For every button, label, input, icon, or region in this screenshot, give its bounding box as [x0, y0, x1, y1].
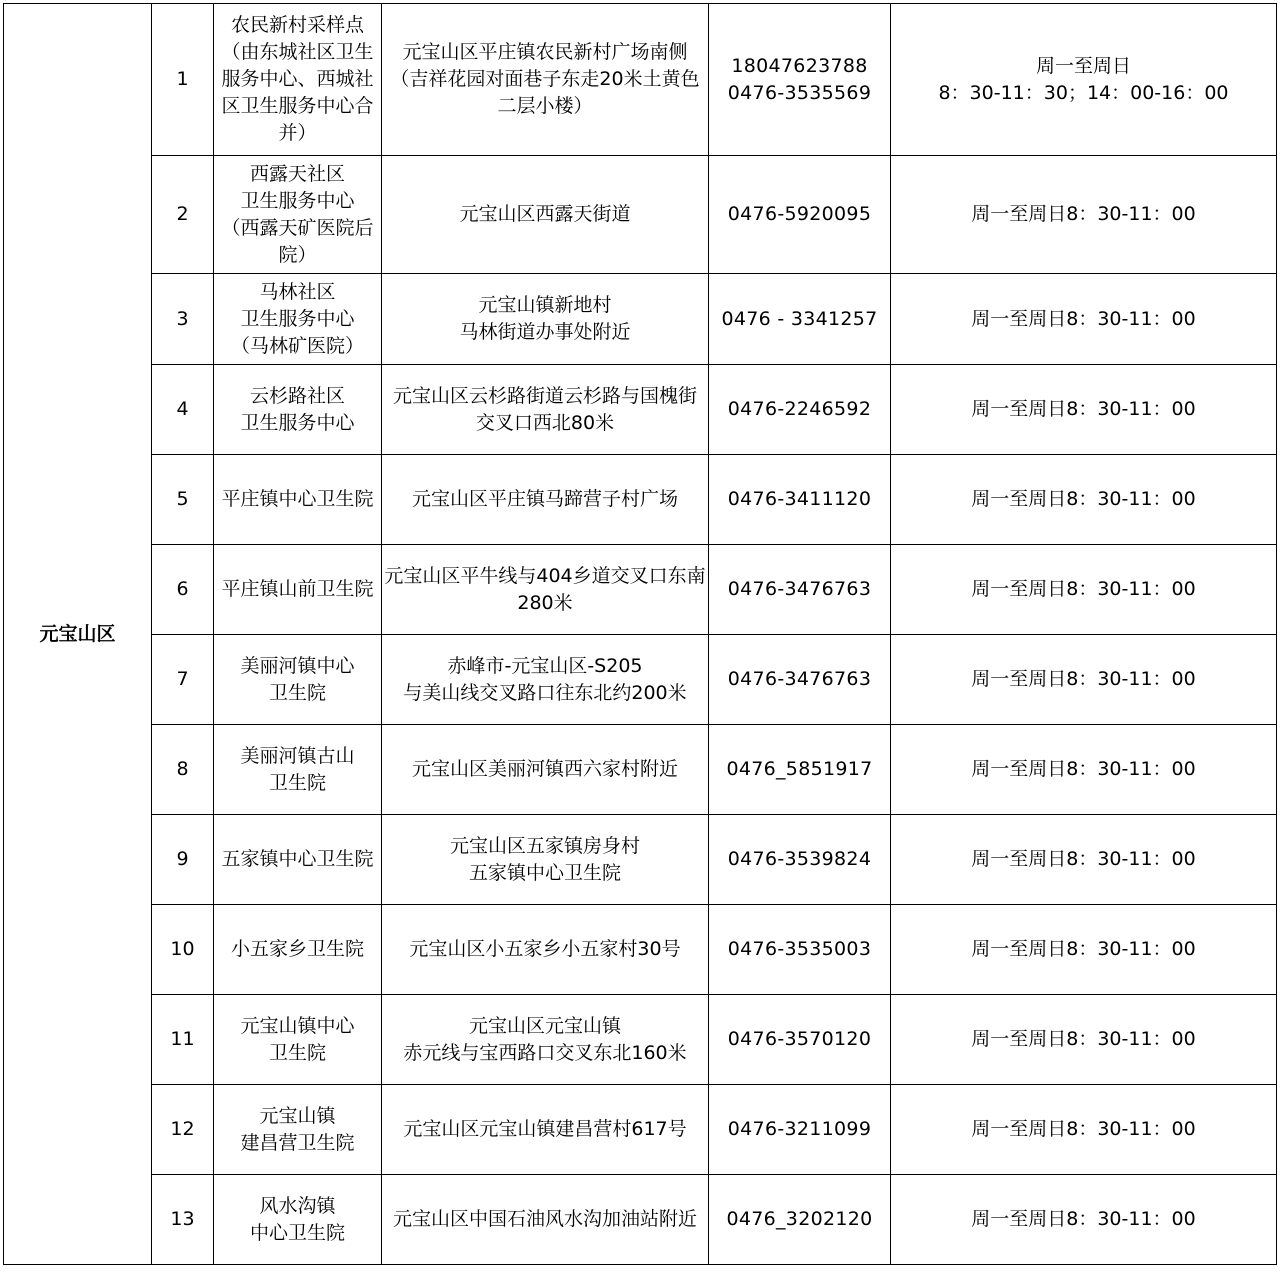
site-address: 元宝山镇新地村 马林街道办事处附近 [382, 274, 709, 365]
site-phone: 0476-3535003 [709, 905, 891, 995]
site-hours: 周一至周日8：30-11：00 [891, 815, 1277, 905]
row-number: 7 [152, 635, 214, 725]
site-name: 元宝山镇 建昌营卫生院 [214, 1085, 382, 1175]
row-number: 2 [152, 156, 214, 274]
row-number: 11 [152, 995, 214, 1085]
site-phone: 0476_5851917 [709, 725, 891, 815]
table-row [4, 815, 1277, 905]
table-body [4, 4, 1277, 1265]
site-phone: 0476-3211099 [709, 1085, 891, 1175]
site-phone: 0476-2246592 [709, 365, 891, 455]
site-hours: 周一至周日8：30-11：00 [891, 905, 1277, 995]
site-name: 美丽河镇中心 卫生院 [214, 635, 382, 725]
table-row [4, 905, 1277, 995]
site-address: 元宝山区中国石油风水沟加油站附近 [382, 1175, 709, 1265]
row-number: 6 [152, 545, 214, 635]
site-address: 元宝山区美丽河镇西六家村附近 [382, 725, 709, 815]
site-phone: 0476-5920095 [709, 156, 891, 274]
site-hours: 周一至周日8：30-11：00 [891, 1175, 1277, 1265]
row-number: 4 [152, 365, 214, 455]
sampling-sites-table [3, 3, 1277, 1265]
site-address: 元宝山区小五家乡小五家村30号 [382, 905, 709, 995]
site-name: 马林社区 卫生服务中心 （马林矿医院） [214, 274, 382, 365]
site-name: 平庄镇山前卫生院 [214, 545, 382, 635]
site-phone: 0476-3476763 [709, 635, 891, 725]
site-phone: 0476-3411120 [709, 455, 891, 545]
table-row [4, 995, 1277, 1085]
site-hours: 周一至周日8：30-11：00 [891, 995, 1277, 1085]
site-name: 西露天社区 卫生服务中心 （西露天矿医院后院） [214, 156, 382, 274]
table-row [4, 1175, 1277, 1265]
site-address: 元宝山区平庄镇马蹄营子村广场 [382, 455, 709, 545]
site-hours: 周一至周日8：30-11：00 [891, 274, 1277, 365]
table-row [4, 156, 1277, 274]
row-number: 13 [152, 1175, 214, 1265]
table-row [4, 455, 1277, 545]
table-row [4, 545, 1277, 635]
site-name: 小五家乡卫生院 [214, 905, 382, 995]
row-number: 10 [152, 905, 214, 995]
site-phone: 18047623788 0476-3535569 [709, 4, 891, 156]
row-number: 8 [152, 725, 214, 815]
site-hours: 周一至周日8：30-11：00 [891, 455, 1277, 545]
site-hours: 周一至周日8：30-11：00 [891, 545, 1277, 635]
site-name: 农民新村采样点 （由东城社区卫生服务中心、西城社区卫生服务中心合并） [214, 4, 382, 156]
site-hours: 周一至周日8：30-11：00 [891, 156, 1277, 274]
site-name: 元宝山镇中心 卫生院 [214, 995, 382, 1085]
site-name: 五家镇中心卫生院 [214, 815, 382, 905]
site-address: 赤峰市-元宝山区-S205 与美山线交叉路口往东北约200米 [382, 635, 709, 725]
row-number: 3 [152, 274, 214, 365]
table-row [4, 1085, 1277, 1175]
table-row [4, 274, 1277, 365]
site-address: 元宝山区平牛线与404乡道交叉口东南280米 [382, 545, 709, 635]
site-address: 元宝山区平庄镇农民新村广场南侧（吉祥花园对面巷子东走20米土黄色二层小楼） [382, 4, 709, 156]
site-phone: 0476-3476763 [709, 545, 891, 635]
site-address: 元宝山区元宝山镇 赤元线与宝西路口交叉东北160米 [382, 995, 709, 1085]
site-name: 平庄镇中心卫生院 [214, 455, 382, 545]
site-name: 云杉路社区 卫生服务中心 [214, 365, 382, 455]
row-number: 1 [152, 4, 214, 156]
site-phone: 0476-3539824 [709, 815, 891, 905]
table-row [4, 635, 1277, 725]
table-row [4, 365, 1277, 455]
site-name: 风水沟镇 中心卫生院 [214, 1175, 382, 1265]
site-name: 美丽河镇古山 卫生院 [214, 725, 382, 815]
row-number: 9 [152, 815, 214, 905]
site-phone: 0476-3570120 [709, 995, 891, 1085]
site-phone: 0476_3202120 [709, 1175, 891, 1265]
row-number: 12 [152, 1085, 214, 1175]
table-row [4, 4, 1277, 156]
site-hours: 周一至周日8：30-11：00 [891, 635, 1277, 725]
table-row [4, 725, 1277, 815]
district-cell: 元宝山区 [4, 4, 152, 1265]
site-address: 元宝山区元宝山镇建昌营村617号 [382, 1085, 709, 1175]
site-hours: 周一至周日8：30-11：00 [891, 725, 1277, 815]
site-phone: 0476 - 3341257 [709, 274, 891, 365]
site-address: 元宝山区云杉路街道云杉路与国槐街交叉口西北80米 [382, 365, 709, 455]
site-hours: 周一至周日8：30-11：00 [891, 365, 1277, 455]
row-number: 5 [152, 455, 214, 545]
site-hours: 周一至周日 8：30-11：30；14：00-16：00 [891, 4, 1277, 156]
site-address: 元宝山区五家镇房身村 五家镇中心卫生院 [382, 815, 709, 905]
site-hours: 周一至周日8：30-11：00 [891, 1085, 1277, 1175]
site-address: 元宝山区西露天街道 [382, 156, 709, 274]
sampling-sites-table-wrapper [3, 3, 1277, 1265]
